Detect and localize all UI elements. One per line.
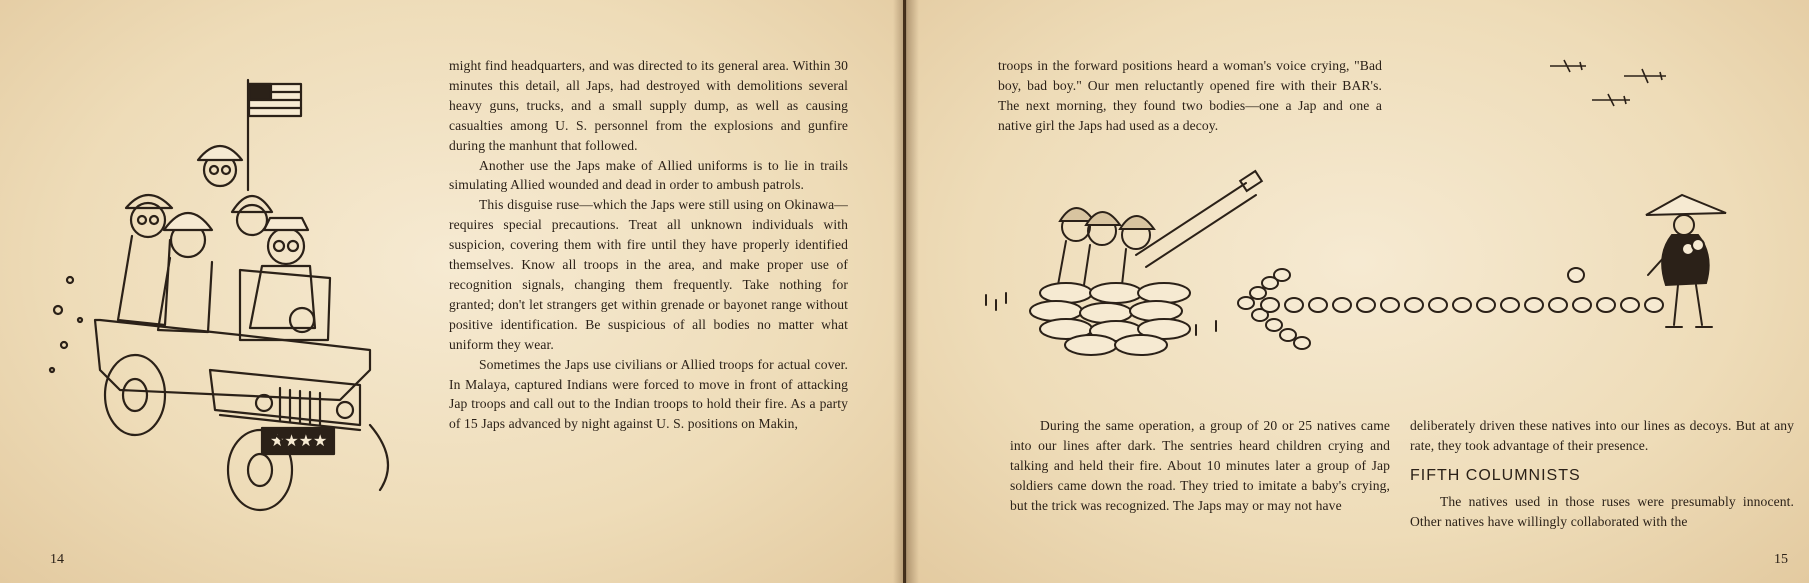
paragraph: troops in the forward positions heard a woman's voice crying, "Bad boy, bad boy." Our men reluctantly opened fire with their BAR's. The next morning, they found two bodies—one a Jap and one a native girl the Japs had used as a decoy. (998, 58, 1382, 133)
page-number-right: 15 (1774, 552, 1788, 567)
section-heading: FIFTH COLUMNISTS (1410, 466, 1581, 484)
right-page-bottom-left-text (1010, 416, 1390, 516)
jeep-with-soldiers-illustration (40, 70, 440, 520)
page-number-left: 14 (50, 552, 64, 567)
aircraft-formation-illustration (1546, 56, 1686, 116)
paragraph: During the same operation, a group of 20 or 25 natives came into our lines after dark. The sentries heard children crying and talking and held their fire. About 10 minutes later a group of Jap soldiers came down the road. They tried to imitate a baby's crying, but the trick was recognized. The Japs may or may not have (1010, 418, 1390, 513)
book-gutter (893, 0, 919, 583)
paragraph: The natives used in those ruses were presumably innocent. Other natives have willingly collaborated with the (1410, 493, 1794, 529)
paragraph: might find headquarters, and was directed to its general area. Within 30 minutes this detail, all Japs, had destroyed with demolitions several heavy guns, trucks, and a small supply dump, as well as causing casualties among U. S. personnel from the explosions and gunfire during the manhunt that followed. (449, 58, 848, 153)
paragraph: deliberately driven these natives into our lines as decoys. But at any rate, they took advantage of their presence. (1410, 418, 1794, 453)
left-page-text (449, 56, 848, 434)
paragraph: This disguise ruse—which the Japs were still using on Okinawa—requires special precautions. Treat all unknown individuals with suspicion, covering them with fire until they have properly identified themselves. Know all troops in the area, and make proper use of recognition signals, changing them frequently. Take nothing for granted; don't let strangers get within grenade or bayonet range without positive identification. Be suspicious of all bodies no matter what uniform they wear. (449, 197, 848, 352)
right-page-top-text (998, 56, 1382, 136)
svg-text:★★★★: ★★★★ (270, 433, 328, 450)
paragraph: Sometimes the Japs use civilians or Allied troops for actual cover. In Malaya, captured Indians were forced to move in front of attacking Jap troops and call out to the Indian troops to hold their fire. As a party of 15 Japs advanced by night against U. S. positions on Makin, (449, 356, 848, 432)
paragraph: Another use the Japs make of Allied uniforms is to lie in trails simulating Allied wounded and dead in order to ambush patrols. (449, 157, 848, 193)
right-page-bottom-right-text (1410, 416, 1794, 532)
sandbag-gun-emplacement-illustration (966, 175, 1726, 375)
